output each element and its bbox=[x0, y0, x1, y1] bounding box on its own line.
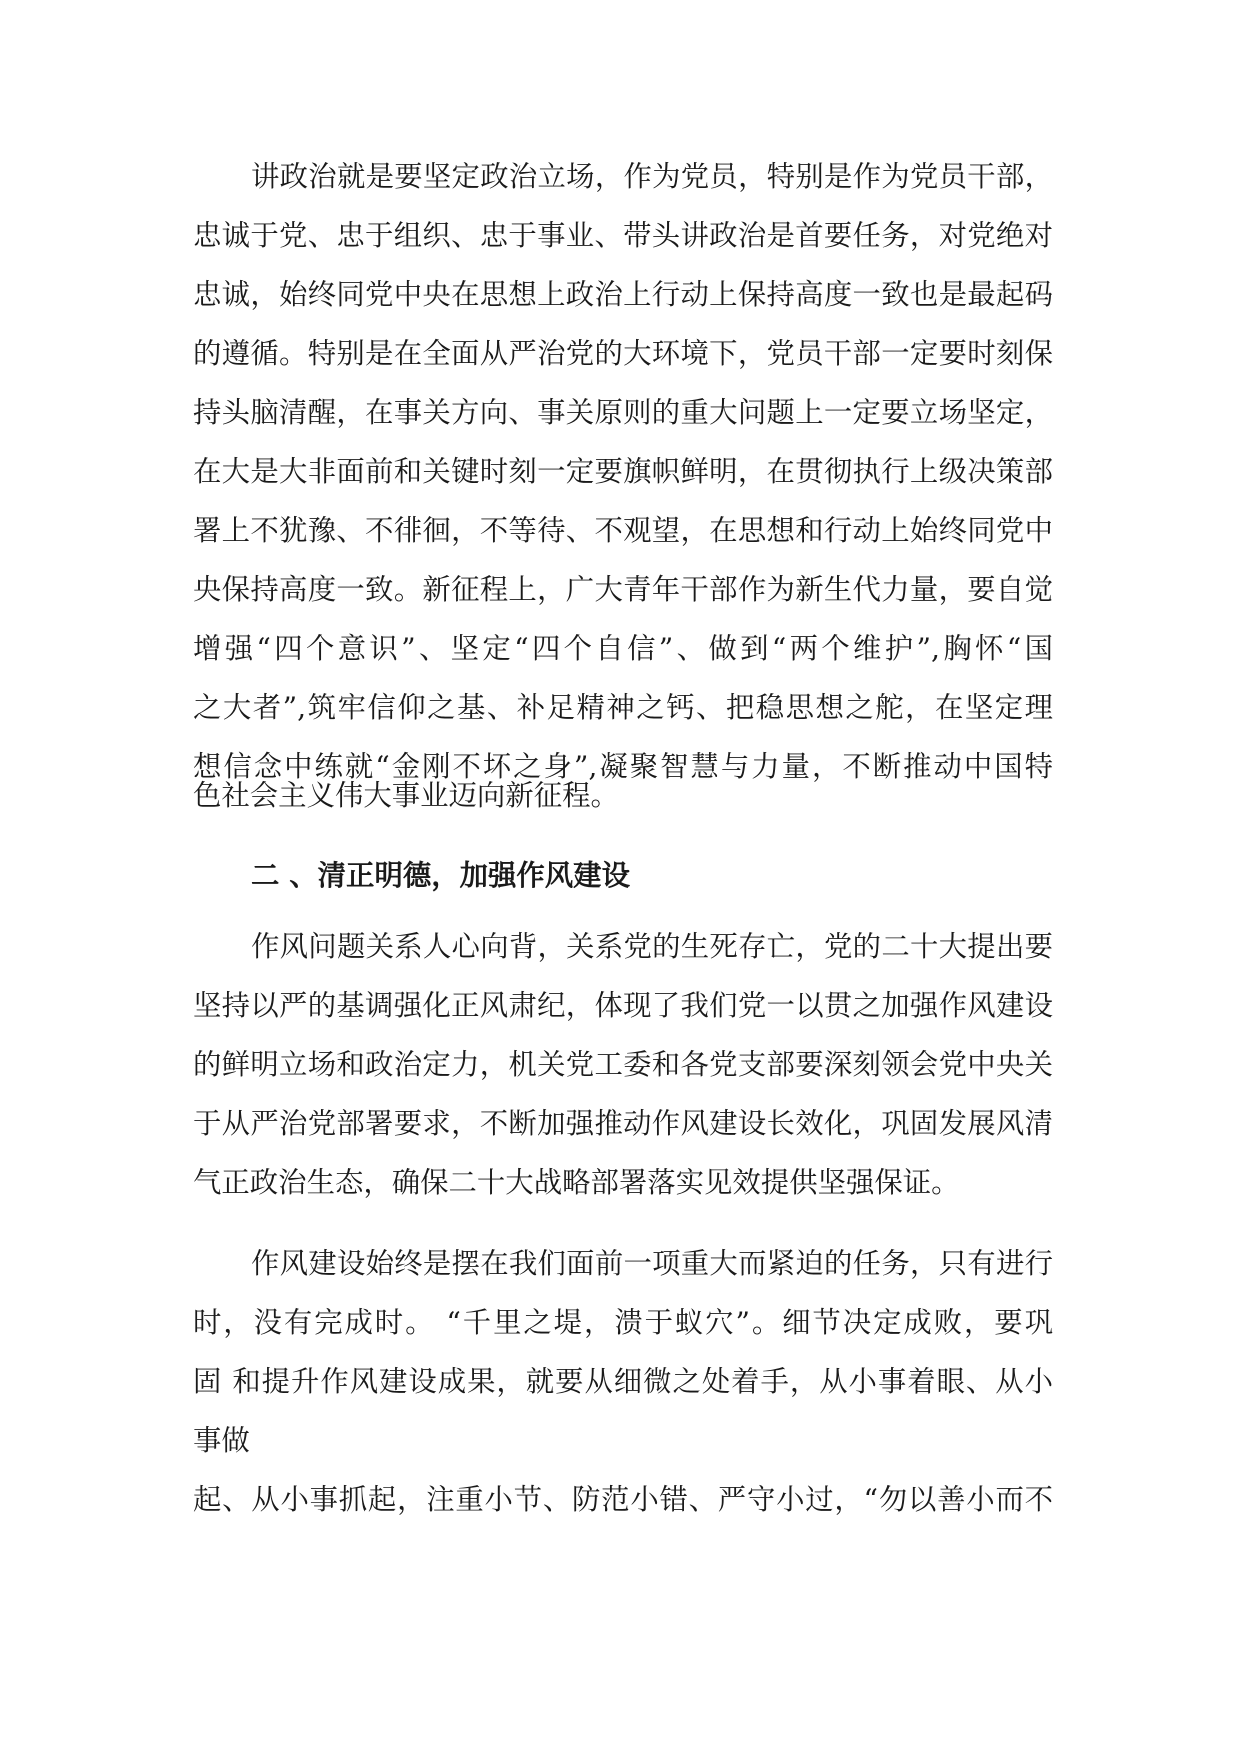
paragraph-1-line: 增强“四个意识”、坚定“四个自信”、做到“两个维护”,胸怀“国 bbox=[193, 632, 1053, 665]
paragraph-1-line: 忠诚于党、忠于组织、忠于事业、带头讲政治是首要任务，对党绝对 bbox=[193, 219, 1053, 252]
paragraph-1-line: 想信念中练就“金刚不坏之身”,凝聚智慧与力量，不断推动中国特 bbox=[193, 750, 1053, 783]
paragraph-2-line: 气正政治生态，确保二十大战略部署落实见效提供坚强保证。 bbox=[193, 1166, 960, 1199]
paragraph-2-line: 坚持以严的基调强化正风肃纪，体现了我们党一以贯之加强作风建设 bbox=[193, 989, 1053, 1022]
paragraph-1-line: 之大者”,筑牢信仰之基、补足精神之钙、把稳思想之舵，在坚定理 bbox=[193, 691, 1053, 724]
paragraph-3-line: 时，没有完成时。 “千里之堤，溃于蚁穴”。细节决定成败，要巩 bbox=[193, 1306, 1053, 1339]
paragraph-1-line: 在大是大非面前和关键时刻一定要旗帜鲜明，在贯彻执行上级决策部 bbox=[193, 455, 1053, 488]
paragraph-1-line: 忠诚，始终同党中央在思想上政治上行动上保持高度一致也是最起码 bbox=[193, 278, 1053, 311]
paragraph-3-line: 作风建设始终是摆在我们面前一项重大而紧迫的任务，只有进行 bbox=[251, 1247, 1053, 1280]
paragraph-1-line: 讲政治就是要坚定政治立场，作为党员，特别是作为党员干部， bbox=[251, 160, 1053, 193]
paragraph-1-line: 持头脑清醒，在事关方向、事关原则的重大问题上一定要立场坚定， bbox=[193, 396, 1053, 429]
paragraph-3-line: 事做 bbox=[193, 1424, 250, 1457]
paragraph-1-line: 色社会主义伟大事业迈向新征程。 bbox=[193, 779, 619, 812]
section-heading: 二 、清正明德，加强作风建设 bbox=[251, 859, 630, 892]
paragraph-3-line: 起、从小事抓起，注重小节、防范小错、严守小过，“勿以善小而不 bbox=[193, 1483, 1053, 1516]
paragraph-2-line: 的鲜明立场和政治定力，机关党工委和各党支部要深刻领会党中央关 bbox=[193, 1048, 1053, 1081]
paragraph-1-line: 署上不犹豫、不徘徊，不等待、不观望，在思想和行动上始终同党中 bbox=[193, 514, 1053, 547]
paragraph-1-line: 的遵循。特别是在全面从严治党的大环境下，党员干部一定要时刻保 bbox=[193, 337, 1053, 370]
paragraph-2-line: 作风问题关系人心向背，关系党的生死存亡，党的二十大提出要 bbox=[251, 930, 1053, 963]
paragraph-2-line: 于从严治党部署要求，不断加强推动作风建设长效化，巩固发展风清 bbox=[193, 1107, 1053, 1140]
paragraph-1-line: 央保持高度一致。新征程上，广大青年干部作为新生代力量，要自觉 bbox=[193, 573, 1053, 606]
paragraph-3-line: 固 和提升作风建设成果，就要从细微之处着手，从小事着眼、从小 bbox=[193, 1365, 1053, 1398]
